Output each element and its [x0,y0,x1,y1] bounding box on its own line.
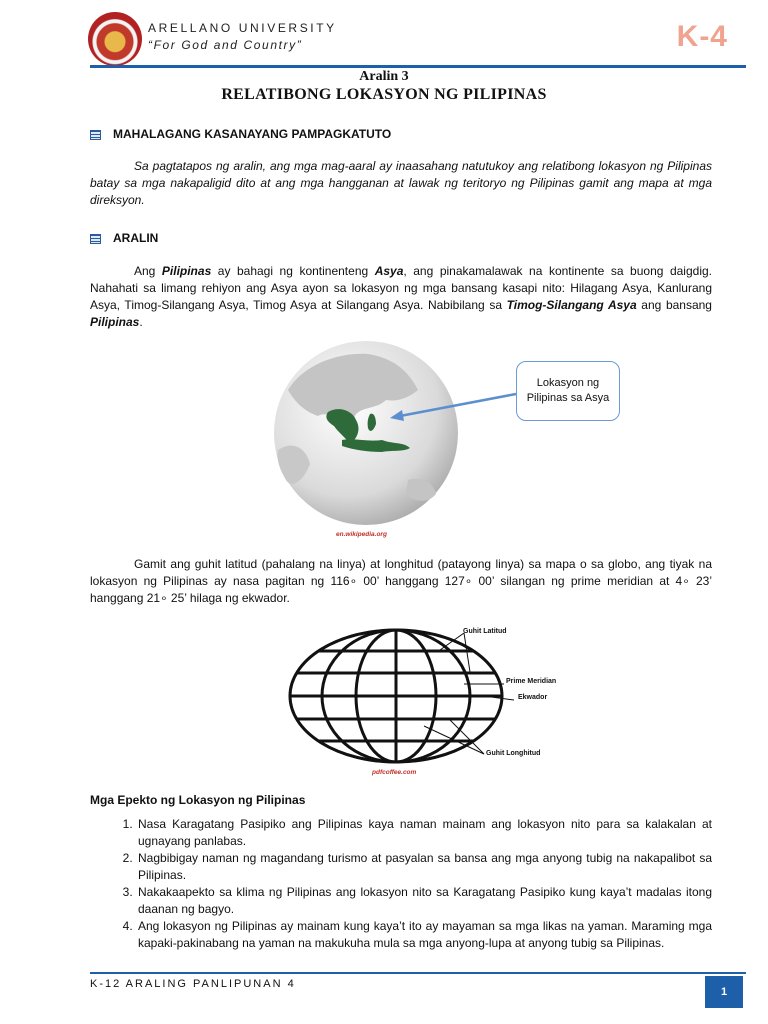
text-run: ay bahagi ng kontinenteng [211,264,375,278]
lesson-paragraph-2: Gamit ang guhit latitud (pahalang na linya) at longhitud (patayong linya) sa mapa o sa globo, ang tiyak na lokasyon ng Pilipinas ay nasa pagitan ng 116∘ 00’ hanggang 127∘ 00’ silangan ng prime meridian at 4∘ 23’ hanggang 21∘ 25’ hilaga ng ekwador. [90,557,712,605]
section-list-icon [90,234,101,244]
callout-arrow [388,388,518,422]
text-run: Ang [134,264,162,278]
label-guhit-latitud: Guhit Latitud [463,628,507,635]
list-item: 3. Nakakaapekto sa klima ng Pilipinas ang lokasyon nito sa Karagatang Pasipiko kung kaya’t madalas itong daanan ng bagyo. [136,884,712,918]
footer-divider [90,972,746,974]
globe-figure [258,340,478,536]
globe-callout: Lokasyon ng Pilipinas sa Asya [516,361,620,421]
text-run-emphasis: Timog-Silangang Asya [506,298,637,312]
text-run-emphasis: Pilipinas [161,264,212,278]
lesson-title: RELATIBONG LOKASYON NG PILIPINAS [221,86,547,103]
footer-label: K-12 ARALING PANLIPUNAN 4 [90,978,296,990]
header-divider [90,65,746,68]
effects-heading: Mga Epekto ng Lokasyon ng Pilipinas [90,793,306,807]
lesson-paragraph-1 [90,263,712,331]
university-motto: “For God and Country” [148,38,303,52]
label-prime-meridian: Prime Meridian [506,678,557,685]
page-number: 1 [705,976,743,1008]
globe-image-credit: en.wikipedia.org [336,531,387,538]
section-heading-aralin: ARALIN [113,231,159,245]
objective-paragraph: Sa pagtatapos ng aralin, ang mga mag-aaral ay inaasahang natutukoy ang relatibong lokasyon ng Pilipinas batay sa mga nakapaligid dito at ang mga hangganan at lawak ng teritoryo ng Pilipinas gamit ang mapa at mga direksyon. [90,159,712,207]
grade-badge: K-4 [676,20,728,53]
section-heading-kasanayan: MAHALAGANG KASANAYANG PAMPAGKATUTO [113,127,392,141]
text-run-emphasis: Asya [374,264,404,278]
lesson-number: Aralin 3 [359,69,409,84]
university-logo [88,12,142,66]
university-name: ARELLANO UNIVERSITY [148,21,337,35]
text-run: ang bansang [636,298,712,312]
list-item: 1. Nasa Karagatang Pasipiko ang Pilipinas kaya naman mainam ang lokasyon nito para sa kalakalan at ugnayang panlabas. [136,816,712,850]
grid-image-credit: pdfcoffee.com [372,769,417,776]
list-item: 4. Ang lokasyon ng Pilipinas ay mainam kung kaya’t ito ay mayaman sa mga likas na yaman. Maraming mga kapaki-pakinabang na yaman na makukuha mula sa mga anyong-lupa at anyong tubig sa Pilipinas. [136,918,712,952]
effects-list [90,816,712,952]
label-ekwador: Ekwador [518,694,548,701]
text-run-emphasis: Pilipinas [90,315,140,329]
text-run: . [139,315,143,329]
section-list-icon [90,130,101,140]
text-run: , ang pinakamalawak na kontinente sa buong daigdig. Nahahati sa limang rehiyon ang Asya ayon sa lokasyon ng mga bansang kasapi nito: Hilagang Asya, Kanlurang Asya, Timog-Silangang Asya, Timog Asya at Silangang Asya. Nabibilang sa [90,264,712,312]
label-guhit-longhitud: Guhit Longhitud [486,750,541,757]
list-item: 2. Nagbibigay naman ng magandang turismo at pasyalan sa bansa ang mga anyong tubig na nakapalibot sa Pilipinas. [136,850,712,884]
